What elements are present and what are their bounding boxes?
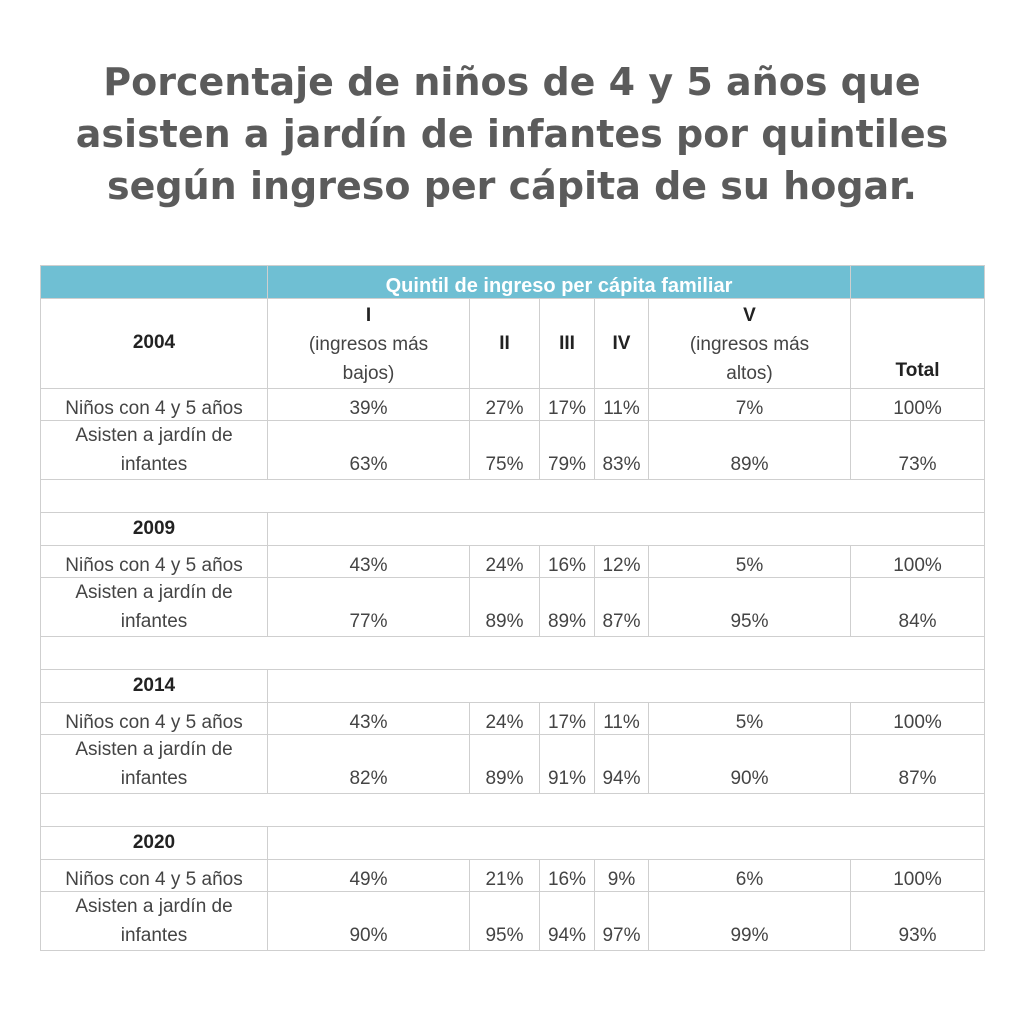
cell-ninos: 43%: [268, 546, 470, 578]
spacer-row: [41, 794, 985, 827]
col-header-q2: II: [470, 299, 540, 389]
data-table: [40, 265, 985, 951]
cell-ninos: 49%: [268, 860, 470, 892]
cell-ninos: 11%: [595, 703, 649, 735]
header-band-empty-left: [41, 266, 268, 299]
col-header-q5: [649, 299, 851, 389]
cell-ninos: 24%: [470, 546, 540, 578]
year-row: [41, 827, 985, 860]
spacer-cell: [41, 480, 985, 513]
cell-asisten: 87%: [595, 578, 649, 637]
cell-ninos: 6%: [649, 860, 851, 892]
year-row: [41, 513, 985, 546]
table-row-ninos: [41, 546, 985, 578]
cell-asisten: 63%: [268, 421, 470, 480]
cell-asisten: 97%: [595, 892, 649, 951]
cell-asisten: 83%: [595, 421, 649, 480]
cell-asisten: 89%: [540, 578, 595, 637]
cell-asisten: 91%: [540, 735, 595, 794]
cell-asisten: 99%: [649, 892, 851, 951]
cell-ninos: 100%: [851, 703, 985, 735]
row-label-ninos: Niños con 4 y 5 años: [41, 389, 268, 421]
row-label-ninos: Niños con 4 y 5 años: [41, 703, 268, 735]
col-header-total: Total: [851, 299, 985, 389]
table-row-ninos: [41, 860, 985, 892]
row-label-ninos: Niños con 4 y 5 años: [41, 860, 268, 892]
cell-ninos: 16%: [540, 860, 595, 892]
cell-asisten: 95%: [470, 892, 540, 951]
col-header-q1-note: (ingresos más bajos): [308, 334, 429, 384]
cell-ninos: 100%: [851, 546, 985, 578]
spacer-row: [41, 637, 985, 670]
row-label-asisten: Asisten a jardín de infantes: [41, 892, 268, 951]
table-row-ninos: [41, 389, 985, 421]
cell-ninos: 17%: [540, 389, 595, 421]
cell-ninos: 43%: [268, 703, 470, 735]
cell-asisten: 89%: [649, 421, 851, 480]
col-header-q5-note: (ingresos más altos): [689, 334, 810, 384]
cell-ninos: 5%: [649, 546, 851, 578]
row-label-asisten: Asisten a jardín de infantes: [41, 735, 268, 794]
year-row: [41, 670, 985, 703]
row-label-asisten: Asisten a jardín de infantes: [41, 578, 268, 637]
table-row-ninos: [41, 703, 985, 735]
year-row-empty: [268, 670, 985, 703]
cell-ninos: 39%: [268, 389, 470, 421]
spacer-cell: [41, 794, 985, 827]
chart-title: Porcentaje de niños de 4 y 5 años que asisten a jardín de infantes por quintiles según ingreso per cápita de su hogar.: [75, 60, 949, 208]
cell-ninos: 24%: [470, 703, 540, 735]
cell-ninos: 5%: [649, 703, 851, 735]
cell-asisten: 73%: [851, 421, 985, 480]
year-row-empty: [268, 827, 985, 860]
table-row-asisten: [41, 578, 985, 637]
year-label: 2020: [41, 827, 268, 860]
spacer-cell: [41, 637, 985, 670]
cell-ninos: 7%: [649, 389, 851, 421]
header-band-empty-right: [851, 266, 985, 299]
cell-asisten: 90%: [268, 892, 470, 951]
year-row-empty: [268, 513, 985, 546]
col-header-q3: III: [540, 299, 595, 389]
col-header-q5-roman: V: [743, 305, 756, 326]
cell-asisten: 82%: [268, 735, 470, 794]
cell-asisten: 90%: [649, 735, 851, 794]
cell-asisten: 84%: [851, 578, 985, 637]
cell-asisten: 94%: [595, 735, 649, 794]
year-label: 2014: [41, 670, 268, 703]
cell-ninos: 100%: [851, 389, 985, 421]
cell-asisten: 87%: [851, 735, 985, 794]
cell-ninos: 27%: [470, 389, 540, 421]
table-row-asisten: [41, 735, 985, 794]
row-label-asisten: Asisten a jardín de infantes: [41, 421, 268, 480]
cell-ninos: 12%: [595, 546, 649, 578]
cell-ninos: 100%: [851, 860, 985, 892]
header-band: [41, 266, 985, 299]
cell-asisten: 95%: [649, 578, 851, 637]
col-header-q4: IV: [595, 299, 649, 389]
col-header-q1-roman: I: [365, 305, 372, 326]
cell-asisten: 93%: [851, 892, 985, 951]
table-row-asisten: [41, 892, 985, 951]
cell-asisten: 89%: [470, 578, 540, 637]
cell-ninos: 9%: [595, 860, 649, 892]
cell-asisten: 79%: [540, 421, 595, 480]
cell-ninos: 21%: [470, 860, 540, 892]
cell-asisten: 94%: [540, 892, 595, 951]
col-header-q1: [268, 299, 470, 389]
column-headers: [41, 299, 985, 389]
spacer-row: [41, 480, 985, 513]
cell-asisten: 77%: [268, 578, 470, 637]
cell-ninos: 16%: [540, 546, 595, 578]
band-title: Quintil de ingreso per cápita familiar: [268, 266, 851, 299]
cell-asisten: 75%: [470, 421, 540, 480]
cell-ninos: 11%: [595, 389, 649, 421]
year-label: 2004: [41, 299, 268, 389]
table-row-asisten: [41, 421, 985, 480]
year-label: 2009: [41, 513, 268, 546]
cell-ninos: 17%: [540, 703, 595, 735]
row-label-ninos: Niños con 4 y 5 años: [41, 546, 268, 578]
cell-asisten: 89%: [470, 735, 540, 794]
